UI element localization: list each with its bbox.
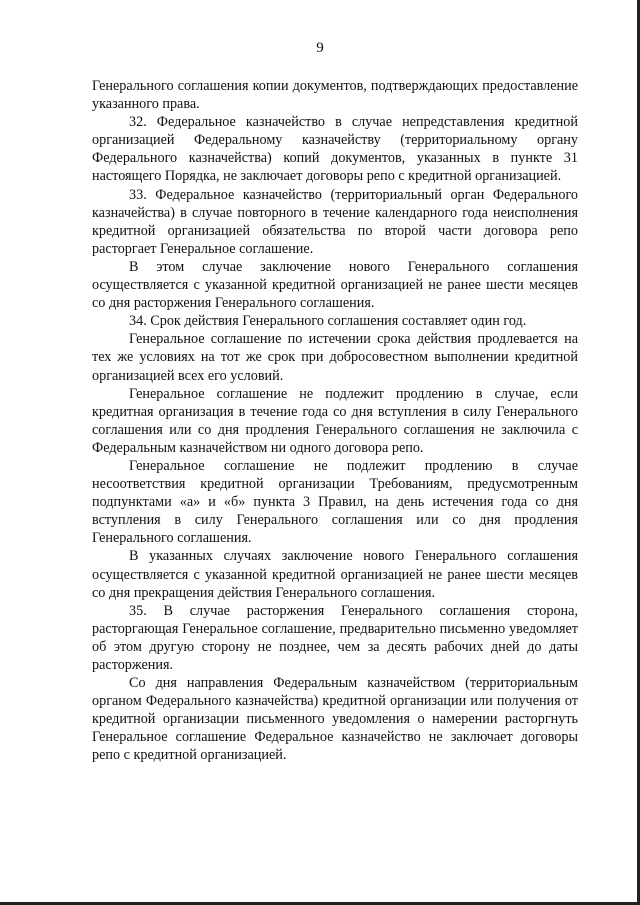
paragraph-item-33-continued: В этом случае заключение нового Генерального соглашения осуществляется с указанной кредитной организацией не ранее шести месяцев со дня расторжения Генерального соглашения.: [92, 258, 578, 312]
paragraph-item-32: 32. Федеральное казначейство в случае непредставления кредитной организацией Федеральному казначейству (территориальному органу Федерального казначейства) копий документов, указанных в пункте 31 настоящего Порядка, не заключает договоры репо с кредитной организацией.: [92, 114, 578, 185]
document-body: [92, 77, 578, 765]
page-number: 9: [316, 40, 324, 56]
paragraph-continuation: Генерального соглашения копии документов, подтверждающих предоставление указанного права.: [92, 78, 578, 113]
paragraph-item-34-extension: Генеральное соглашение по истечении срока действия продлевается на тех же условиях на тот же срок при добросовестном выполнении кредитной организацией всех его условий.: [92, 331, 578, 384]
paragraph-item-34: 34. Срок действия Генерального соглашения составляет один год.: [129, 313, 527, 330]
paragraph-item-33: 33. Федеральное казначейство (территориальный орган Федерального казначейства) в случае повторного в течение календарного года неисполнения кредитной организацией обязательства по второй части договора репо расторгает Генеральное соглашение.: [92, 186, 578, 257]
paragraph-item-34-nonconformity: Генеральное соглашение не подлежит продлению в случае несоответствия кредитной организации Требованиям, предусмотренным подпунктами «а» и «б» пункта 3 Правил, на день истечения года со дня вступления в силу Генерального соглашения или со дня продления Генерального соглашения.: [92, 457, 578, 547]
paragraph-item-34-no-extension: Генеральное соглашение не подлежит продлению в случае, если кредитная организация в течение года со дня вступления в силу Генерального соглашения или со дня продления Генерального соглашения не заключила с Федеральным казначейством ни одного договора репо.: [92, 385, 578, 456]
paragraph-item-34-new-agreement: В указанных случаях заключение нового Генерального соглашения осуществляется с указанной кредитной организацией не ранее шести месяцев со дня прекращения действия Генерального соглашения.: [92, 548, 578, 601]
paragraph-item-35-notice: Со дня направления Федеральным казначейством (территориальным органом Федерального казначейства) кредитной организации или получения от кредитной организации письменного уведомления о намерении расторгнуть Генеральное соглашение Федеральное казначейство не заключает договоры репо с кредитной организацией.: [92, 675, 578, 764]
paragraph-item-35: 35. В случае расторжения Генерального соглашения сторона, расторгающая Генеральное соглашение, предварительно письменно уведомляет об этом другую сторону не позднее, чем за десять рабочих дней до даты расторжения.: [92, 602, 578, 673]
